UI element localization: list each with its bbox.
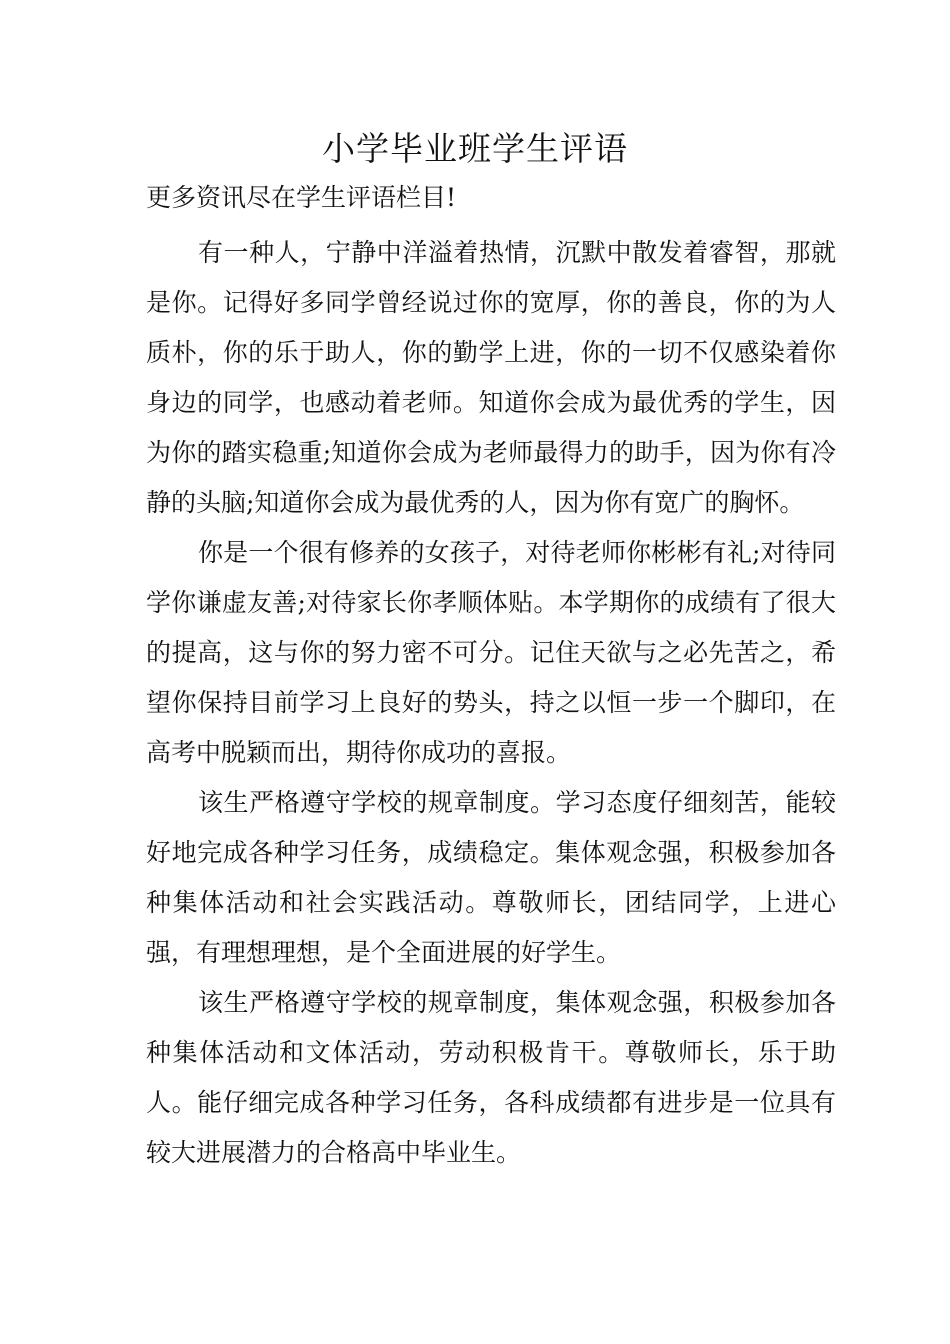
paragraph-3: 该生严格遵守学校的规章制度。学习态度仔细刻苦，能较好地完成各种学习任务，成绩稳定。集体观念强，积极参加各种集体活动和社会实践活动。尊敬师长，团结同学，上进心强，有理想理想，是个全面进展的好学生。 bbox=[146, 788, 836, 967]
paragraph-4: 该生严格遵守学校的规章制度，集体观念强，积极参加各种集体活动和文体活动，劳动积极肯干。尊敬师长，乐于助人。能仔细完成各种学习任务，各科成绩都有进步是一位具有较大进展潜力的合格高中毕业生。 bbox=[146, 988, 836, 1167]
document-body bbox=[146, 228, 836, 1178]
intro-line: 更多资讯尽在学生评语栏目! bbox=[146, 183, 457, 212]
document-title: 小学毕业班学生评语 bbox=[322, 129, 628, 168]
paragraph-1: 有一种人，宁静中洋溢着热情，沉默中散发着睿智，那就是你。记得好多同学曾经说过你的宽厚，你的善良，你的为人质朴，你的乐于助人，你的勤学上进，你的一切不仅感染着你身边的同学，也感动着老师。知道你会成为最优秀的学生，因为你的踏实稳重;知道你会成为老师最得力的助手，因为你有冷静的头脑;知道你会成为最优秀的人，因为你有宽广的胸怀。 bbox=[146, 238, 836, 517]
paragraph-2: 你是一个很有修养的女孩子，对待老师你彬彬有礼;对待同学你谦虚友善;对待家长你孝顺体贴。本学期你的成绩有了很大的提高，这与你的努力密不可分。记住天欲与之必先苦之，希望你保持目前学习上良好的势头，持之以恒一步一个脚印，在高考中脱颖而出，期待你成功的喜报。 bbox=[146, 538, 836, 767]
